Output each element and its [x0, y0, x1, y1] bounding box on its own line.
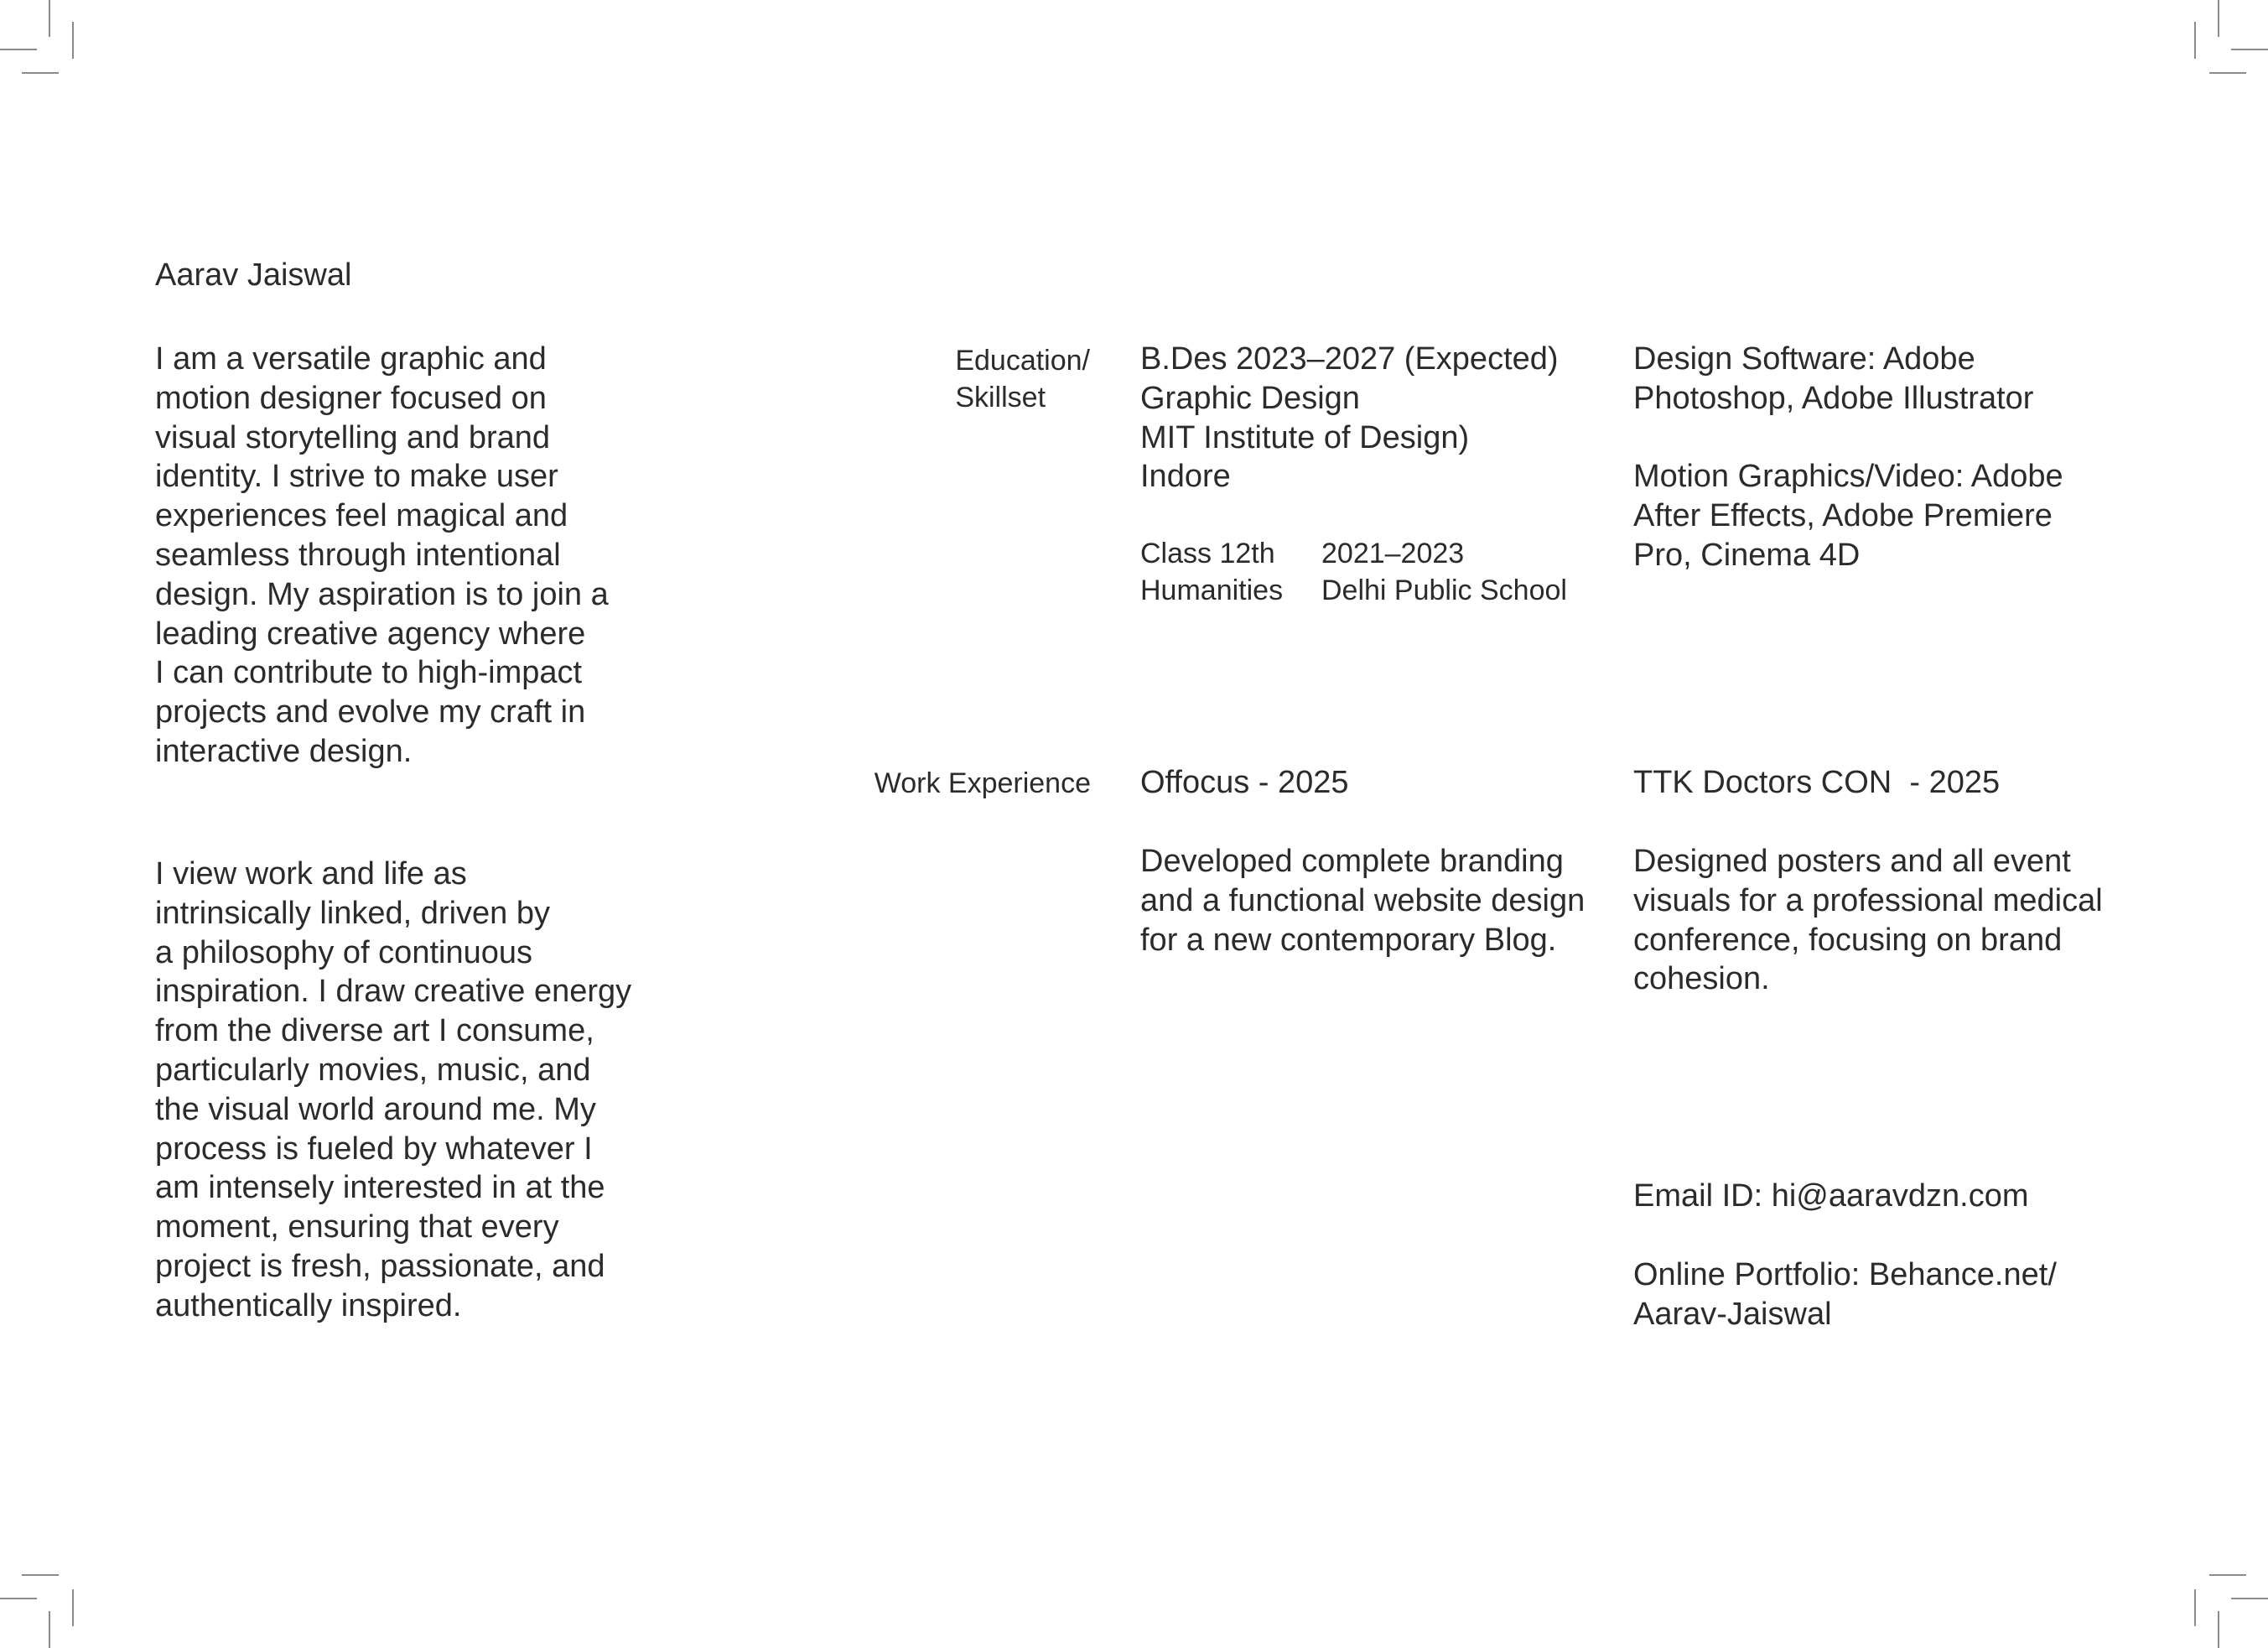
about-paragraph-2 [155, 855, 658, 1326]
crop-mark [49, 1611, 50, 1648]
job-description-ttk [1633, 842, 2103, 999]
text-line: experiences feel magical and [155, 498, 568, 534]
crop-mark [72, 1589, 74, 1626]
text-line: identity. I strive to make user [155, 459, 558, 495]
text-line: I am a versatile graphic and [155, 341, 547, 377]
crop-mark [22, 72, 59, 74]
text-line: Design Software: Adobe [1633, 341, 1975, 377]
person-name: Aarav Jaiswal [155, 257, 352, 293]
work-experience-label: Work Experience [874, 767, 1091, 799]
text-line: conference, focusing on brand [1633, 922, 2063, 958]
text-line: Graphic Design [1140, 380, 1360, 416]
text-line: project is fresh, passionate, and [155, 1248, 605, 1284]
school-level-block [1140, 535, 1283, 609]
about-paragraph-1 [155, 340, 658, 772]
job-description-offocus [1140, 842, 1585, 959]
text-line: moment, ensuring that every [155, 1209, 559, 1245]
text-line: from the diverse art I consume, [155, 1013, 594, 1049]
text-line: visuals for a professional medical [1633, 882, 2103, 918]
text-line: Class 12th [1140, 538, 1275, 569]
crop-mark [2231, 1598, 2268, 1599]
text-line: and a functional website design [1140, 882, 1586, 918]
text-line: Skillset [955, 382, 1046, 413]
crop-mark [0, 49, 37, 50]
text-line: visual storytelling and brand [155, 419, 551, 455]
text-line: I can contribute to high-impact [155, 655, 583, 691]
school-details-block [1321, 535, 1567, 609]
text-line: design. My aspiration is to join a [155, 576, 609, 612]
text-line: Developed complete branding [1140, 844, 1564, 879]
text-line: Pro, Cinema 4D [1633, 537, 1861, 573]
text-line: motion designer focused on [155, 380, 547, 416]
crop-mark [0, 1598, 37, 1599]
text-line: 2021–2023 [1321, 538, 1465, 569]
crop-mark [2194, 22, 2196, 59]
text-line: inspiration. I draw creative energy [155, 974, 632, 1010]
text-line: MIT Institute of Design) [1140, 419, 1470, 455]
crop-mark [2209, 72, 2246, 74]
email-text: Email ID: hi@aaravdzn.com [1633, 1178, 2029, 1214]
education-section-label [955, 342, 1090, 416]
text-line: cohesion. [1633, 961, 1770, 997]
text-line: projects and evolve my craft in [155, 694, 586, 730]
text-line: the visual world around me. My [155, 1091, 596, 1127]
text-line: particularly movies, music, and [155, 1052, 591, 1088]
text-line: Motion Graphics/Video: Adobe [1633, 459, 2063, 494]
text-line: Online Portfolio: Behance.net/ [1633, 1257, 2057, 1292]
crop-mark [72, 22, 74, 59]
text-line: Designed posters and all event [1633, 844, 2071, 879]
text-line: process is fueled by whatever I [155, 1131, 593, 1167]
text-line: Aarav-Jaiswal [1633, 1296, 1832, 1332]
crop-mark [2194, 1589, 2196, 1626]
crop-mark [2231, 49, 2268, 50]
text-line: seamless through intentional [155, 537, 561, 573]
text-line: intrinsically linked, driven by [155, 895, 550, 931]
crop-mark [2209, 1574, 2246, 1576]
crop-mark [49, 0, 50, 37]
text-line: I view work and life as [155, 856, 467, 892]
portfolio-text [1633, 1255, 2057, 1334]
text-line: am intensely interested in at the [155, 1170, 605, 1206]
crop-mark [2218, 1611, 2219, 1648]
job-title-offocus: Offocus - 2025 [1140, 765, 1349, 800]
text-line: leading creative agency where [155, 616, 586, 652]
text-line: interactive design. [155, 733, 413, 769]
text-line: authentically inspired. [155, 1287, 462, 1323]
crop-mark [2218, 0, 2219, 37]
text-line: After Effects, Adobe Premiere [1633, 497, 2053, 533]
text-line: for a new contemporary Blog. [1140, 922, 1557, 958]
job-title-ttk: TTK Doctors CON - 2025 [1633, 765, 2001, 800]
design-software-skills [1633, 340, 2033, 418]
text-line: Indore [1140, 459, 1231, 495]
degree-block [1140, 340, 1559, 496]
text-line: Humanities [1140, 574, 1284, 606]
text-line: Education/ [955, 345, 1090, 377]
text-line: B.Des 2023–2027 (Expected) [1140, 341, 1559, 377]
motion-graphics-skills [1633, 457, 2063, 574]
text-line: a philosophy of continuous [155, 934, 532, 970]
text-line: Delhi Public School [1321, 574, 1567, 606]
crop-mark [22, 1574, 59, 1576]
text-line: Photoshop, Adobe Illustrator [1633, 380, 2034, 416]
